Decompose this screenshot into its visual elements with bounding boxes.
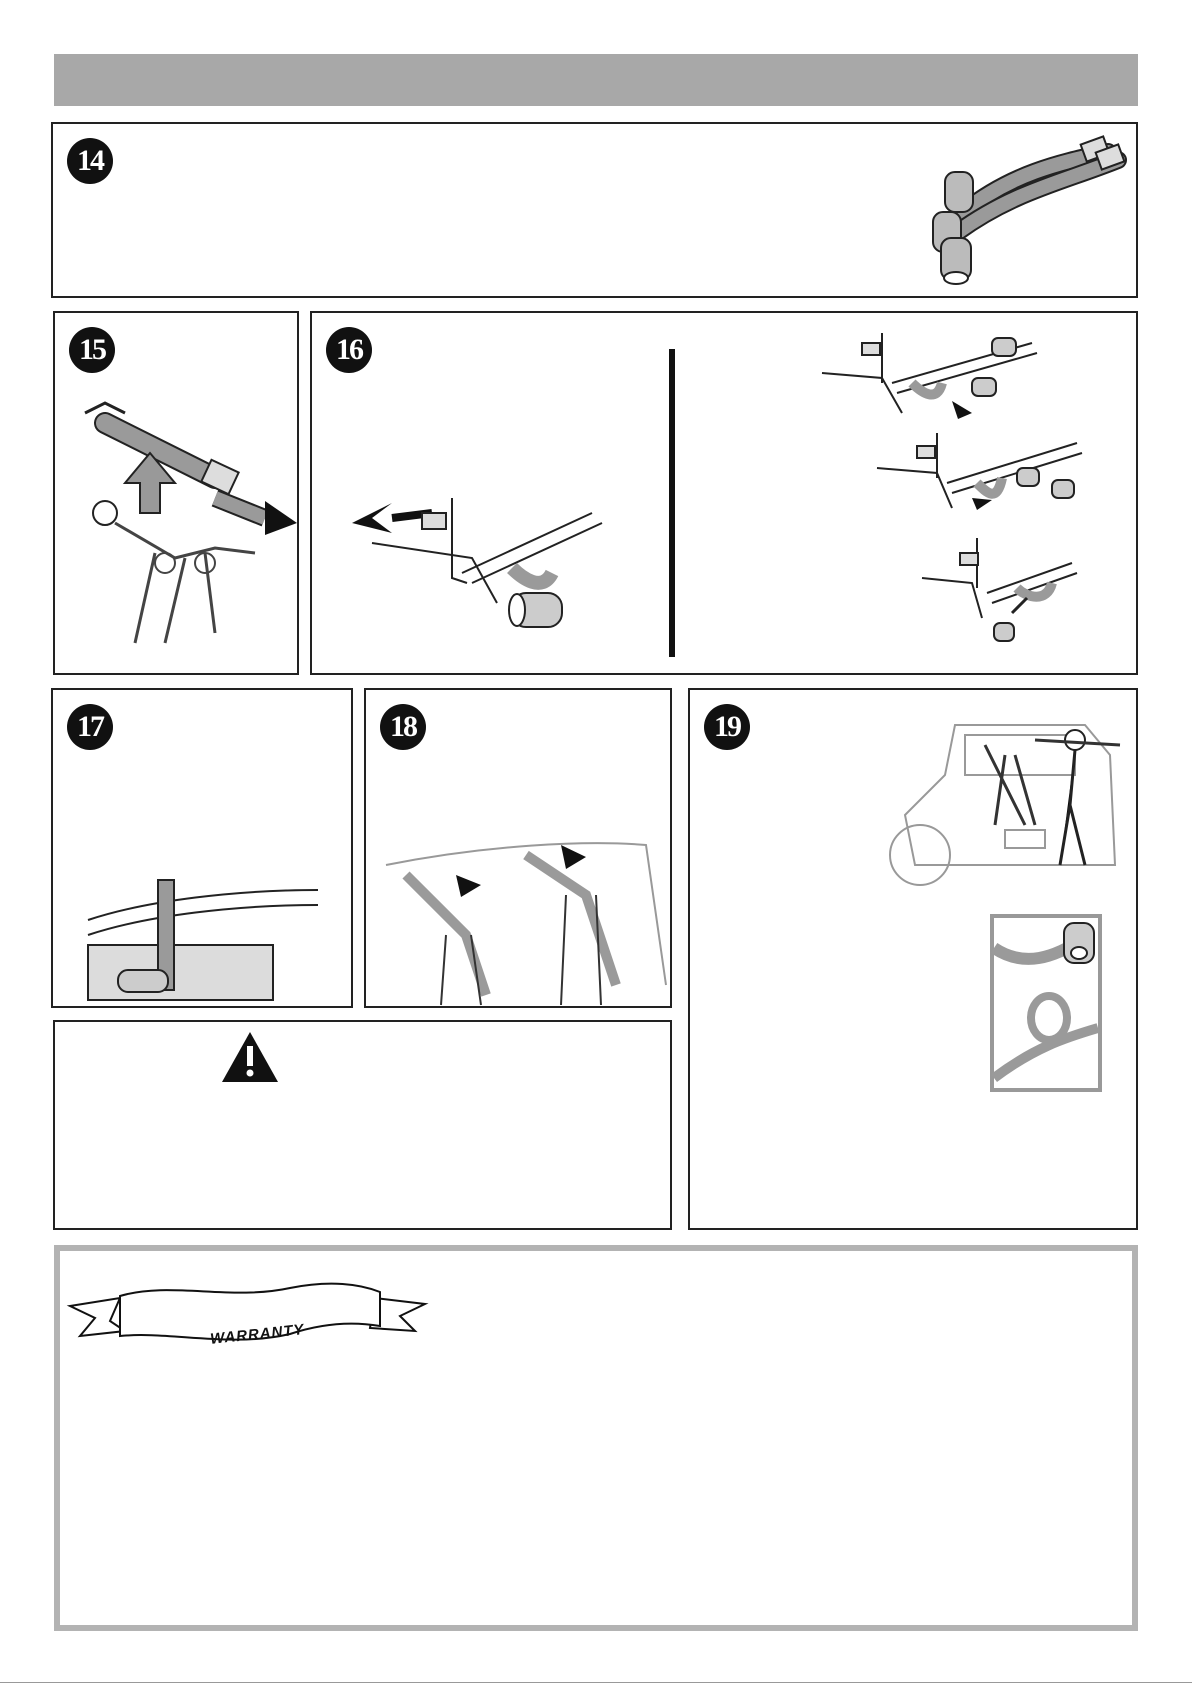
trunk-strap-illustration-small-3 xyxy=(922,538,1082,648)
hands-pulling-straps-illustration xyxy=(386,835,666,1005)
footer-line xyxy=(0,1682,1192,1683)
step-18-panel xyxy=(364,688,672,1008)
step-15-badge: 15 xyxy=(69,327,115,373)
step-19-badge: 19 xyxy=(704,704,750,750)
trunk-strap-illustration-small-1 xyxy=(822,323,1082,423)
car-rack-illustration xyxy=(885,715,1125,895)
warranty-banner-label: WARRANTY xyxy=(209,1321,306,1348)
step-18-badge: 18 xyxy=(380,704,426,750)
step-15-panel xyxy=(53,311,299,675)
step-17-panel xyxy=(51,688,353,1008)
warranty-banner xyxy=(70,1276,450,1356)
warning-panel xyxy=(53,1020,672,1230)
trunk-lid-illustration xyxy=(88,860,328,1000)
trunk-strap-illustration-small-2 xyxy=(877,428,1087,518)
warning-triangle-icon xyxy=(222,1032,278,1082)
strap-loop-illustration xyxy=(994,918,1098,1088)
divider-bar xyxy=(669,349,675,657)
header-bar xyxy=(54,54,1138,106)
straps-illustration xyxy=(923,132,1123,292)
step-19-panel xyxy=(688,688,1138,1230)
strap-hook-illustration xyxy=(65,383,295,663)
trunk-strap-illustration-large xyxy=(352,483,652,653)
step-17-badge: 17 xyxy=(67,704,113,750)
warranty-box xyxy=(54,1245,1138,1631)
step-14-panel xyxy=(51,122,1138,298)
strap-detail-inset xyxy=(990,914,1102,1092)
step-14-badge: 14 xyxy=(67,138,113,184)
step-16-panel xyxy=(310,311,1138,675)
step-16-badge: 16 xyxy=(326,327,372,373)
